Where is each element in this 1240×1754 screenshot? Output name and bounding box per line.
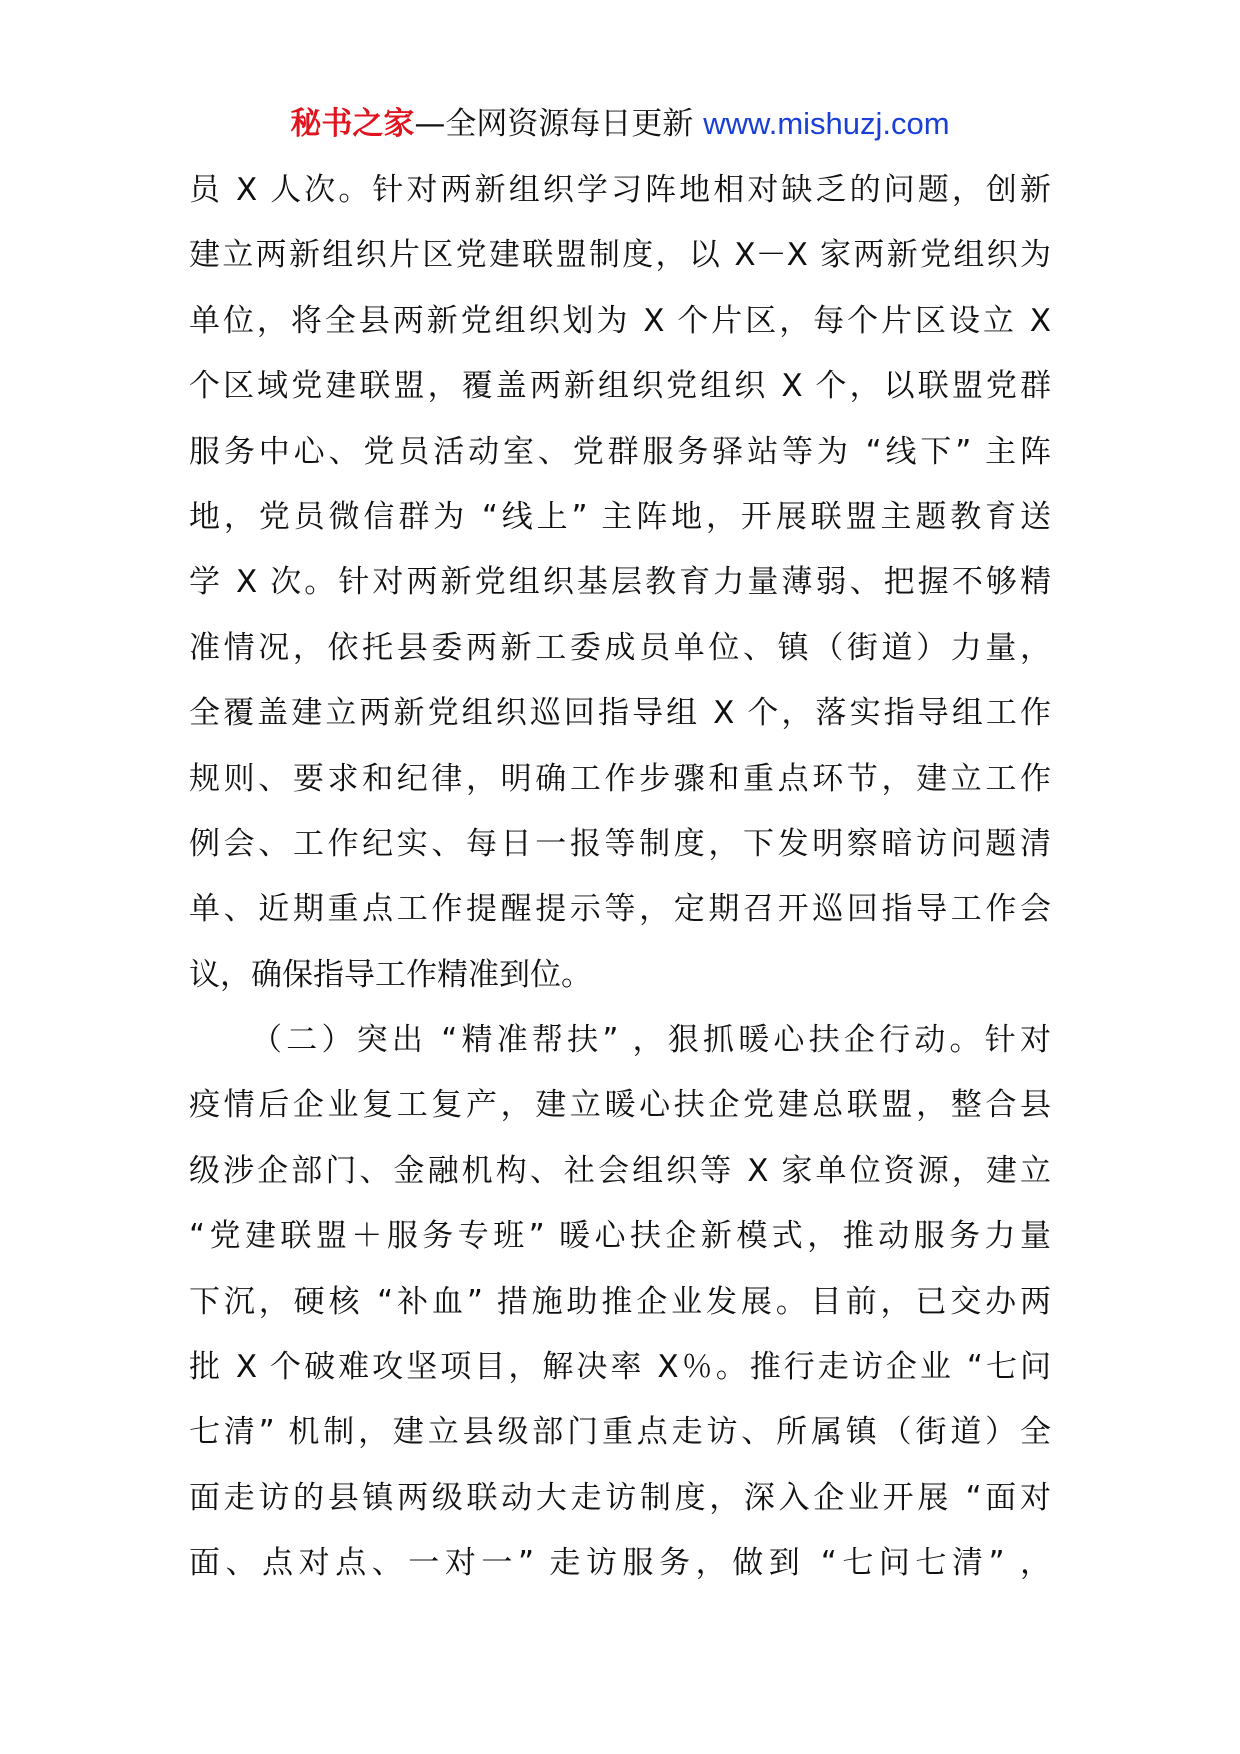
text-line: 议，确保指导工作精准到位。: [189, 956, 592, 993]
text-line: “党建联盟＋服务专班” 暖心扶企新模式，推动服务力量: [189, 1218, 1051, 1255]
text-line: 级涉企部门、金融机构、社会组织等 X 家单位资源，建立: [189, 1152, 1051, 1189]
text-line: 下沉，硬核 “补血” 措施助推企业发展。目前，已交办两: [189, 1283, 1051, 1320]
text-line: 全覆盖建立两新党组织巡回指导组 X 个，落实指导组工作: [189, 695, 1051, 732]
text-line: 面走访的县镇两级联动大走访制度，深入企业开展 “面对: [189, 1479, 1051, 1516]
text-line: 服务中心、党员活动室、党群服务驿站等为 “线下” 主阵: [189, 433, 1051, 470]
header-tagline: —全网资源每日更新: [414, 106, 704, 142]
text-line: 单、近期重点工作提醒提示等，定期召开巡回指导工作会: [189, 891, 1051, 928]
text-line: 例会、工作纪实、每日一报等制度，下发明察暗访问题清: [189, 825, 1051, 862]
text-line: 学 X 次。针对两新党组织基层教育力量薄弱、把握不够精: [189, 564, 1051, 601]
text-line: 地，党员微信群为 “线上” 主阵地，开展联盟主题教育送: [189, 498, 1051, 535]
text-line: 员 X 人次。针对两新组织学习阵地相对缺乏的问题，创新: [189, 172, 1051, 208]
text-line: 疫情后企业复工复产，建立暖心扶企党建总联盟，整合县: [189, 1087, 1051, 1124]
text-line: 建立两新组织片区党建联盟制度，以 X－X 家两新党组织为: [189, 237, 1051, 274]
text-line: 单位，将全县两新党组织划为 X 个片区，每个片区设立 X: [189, 302, 1051, 339]
body-text: [189, 158, 1051, 1597]
text-line: 七清” 机制，建立县级部门重点走访、所属镇（街道）全: [189, 1414, 1051, 1451]
text-line: 规则、要求和纪律，明确工作步骤和重点环节，建立工作: [189, 760, 1051, 797]
section-heading-line: （二）突出 “精准帮扶” ，狠抓暖心扶企行动。针对: [251, 1022, 1051, 1059]
text-line: 个区域党建联盟，覆盖两新组织党组织 X 个，以联盟党群: [189, 368, 1051, 405]
text-line: 面、点对点、一对一” 走访服务，做到 “七问七清” ，: [189, 1545, 1051, 1582]
page-header: [0, 100, 1240, 148]
header-brand: 秘书之家: [290, 106, 415, 142]
header-url[interactable]: www.mishuzj.com: [703, 106, 950, 141]
text-line: 批 X 个破难攻坚项目，解决率 X％。推行走访企业 “七问: [189, 1349, 1051, 1386]
text-line: 准情况，依托县委两新工委成员单位、镇（街道）力量，: [189, 629, 1051, 666]
